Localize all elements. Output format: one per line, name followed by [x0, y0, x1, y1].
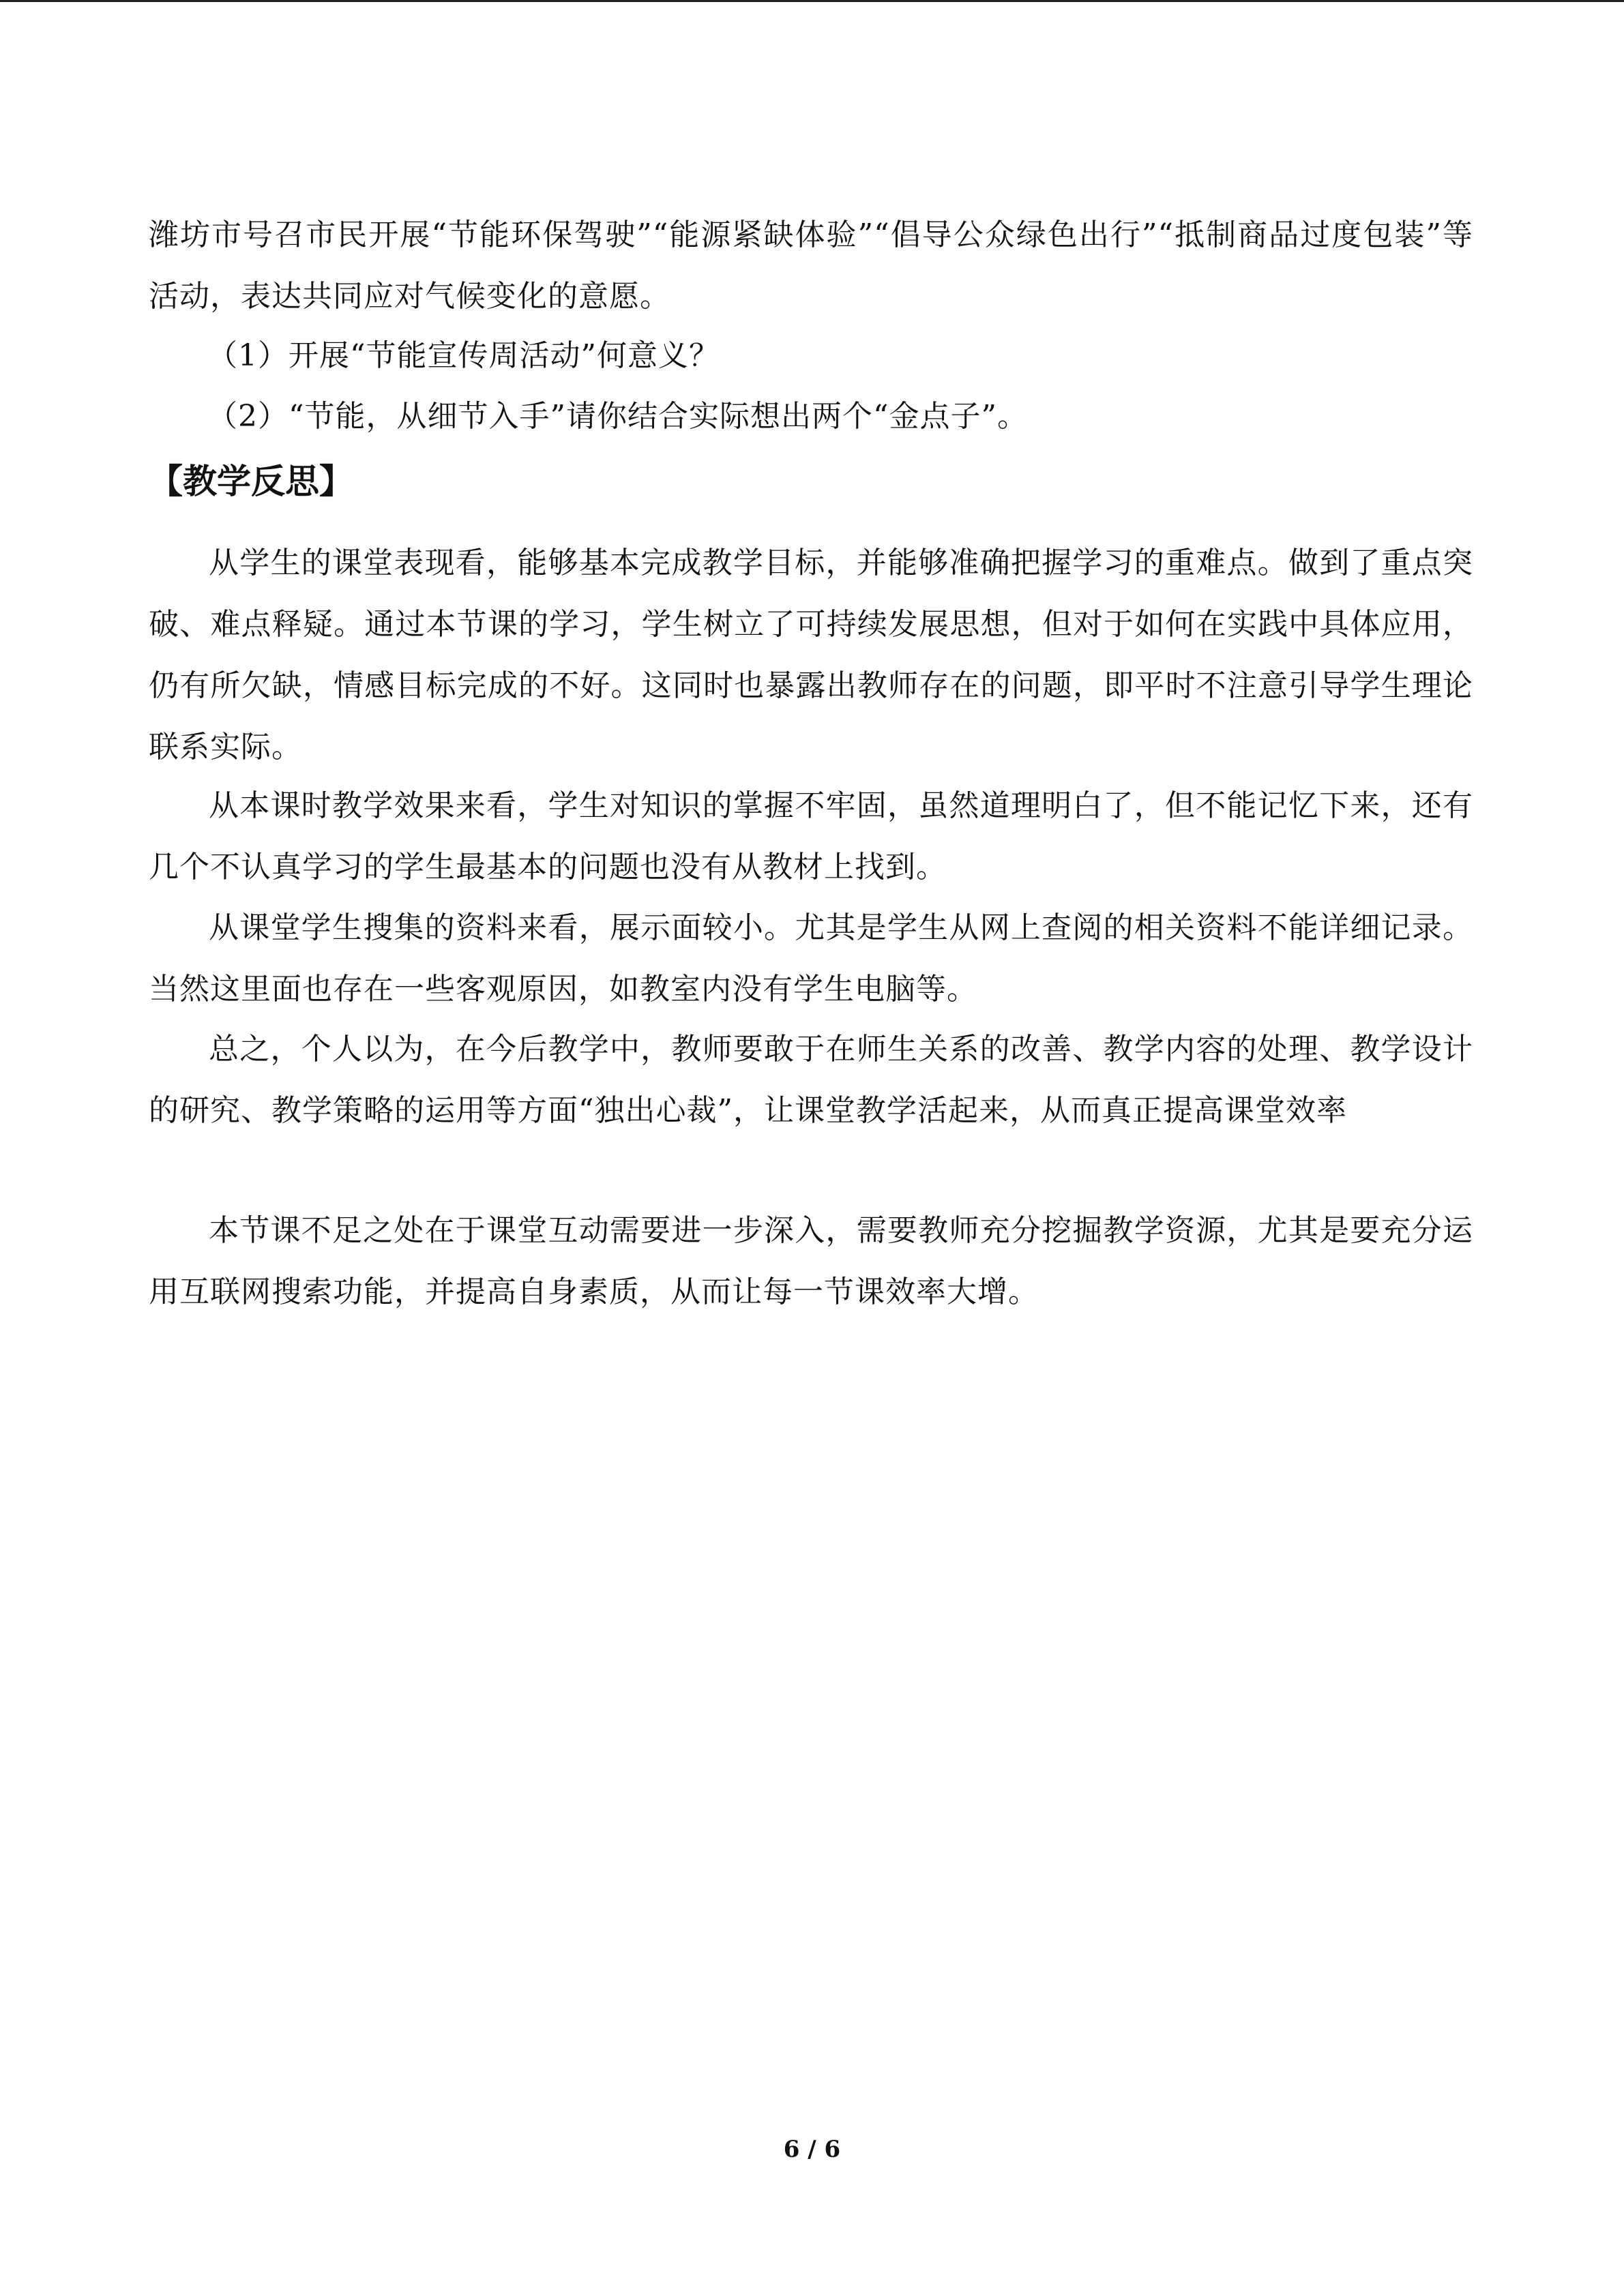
reflection-paragraph-1: 从学生的课堂表现看，能够基本完成教学目标，并能够准确把握学习的重难点。做到了重点突破、难点释疑。通过本节课的学习，学生树立了可持续发展思想，但对于如何在实践中具体应用，仍有所欠缺，情感目标完成的不好。这同时也暴露出教师存在的问题，即平时不注意引导学生理论联系实际。	[149, 546, 1473, 764]
reflection-heading: 【教学反思】	[149, 462, 353, 501]
reflection-paragraph-3: 从课堂学生搜集的资料来看，展示面较小。尤其是学生从网上查阅的相关资料不能详细记录。当然这里面也存在一些客观原因，如教室内没有学生电脑等。	[149, 910, 1473, 1007]
question-1: （1）开展“节能宣传周活动”何意义？	[207, 338, 720, 373]
reflection-paragraph-4: 总之，个人以为，在今后教学中，教师要敢于在师生关系的改善、教学内容的处理、教学设计的研究、教学策略的运用等方面“独出心裁”，让课堂教学活起来，从而真正提高课堂效率	[149, 1032, 1473, 1128]
intro-paragraph: 潍坊市号召市民开展“节能环保驾驶”“能源紧缺体验”“倡导公众绿色出行”“抵制商品过度包装”等活动，表达共同应对气候变化的意愿。	[149, 218, 1473, 314]
reflection-paragraph-5: 本节课不足之处在于课堂互动需要进一步深入，需要教师充分挖掘教学资源，尤其是要充分运用互联网搜索功能，并提高自身素质，从而让每一节课效率大增。	[149, 1213, 1473, 1309]
reflection-paragraph-2: 从本课时教学效果来看，学生对知识的掌握不牢固，虽然道理明白了，但不能记忆下来，还有几个不认真学习的学生最基本的问题也没有从教材上找到。	[149, 788, 1473, 884]
page-number: 6 / 6	[783, 2136, 841, 2163]
top-border-line	[0, 0, 1624, 2]
question-2: （2）“节能，从细节入手”请你结合实际想出两个“金点子”。	[207, 399, 1028, 434]
